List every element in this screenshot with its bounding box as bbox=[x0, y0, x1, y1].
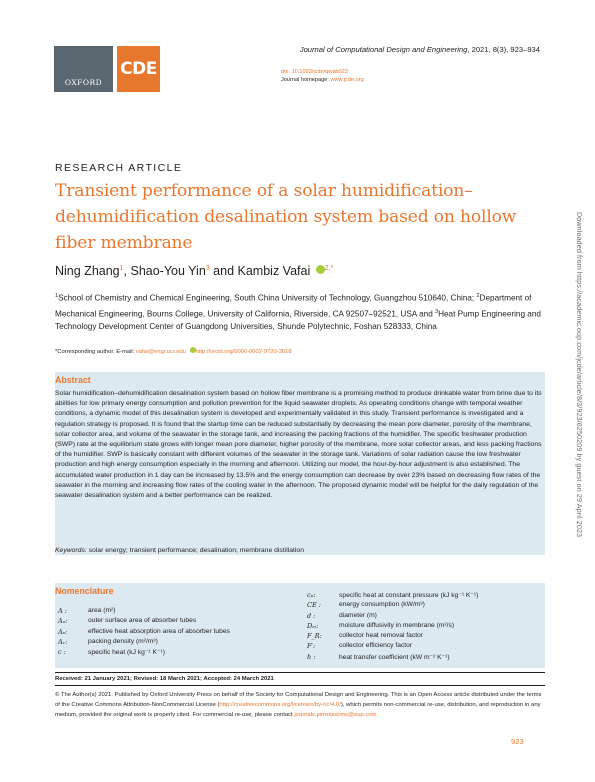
nomenclature-symbol: F′: bbox=[307, 642, 316, 651]
journal-name: Journal of Computational Design and Engineering bbox=[299, 45, 468, 54]
author-name: Shao-You Yin bbox=[130, 264, 206, 278]
nomenclature-symbol: d : bbox=[307, 611, 316, 620]
author-separator: and bbox=[209, 264, 238, 278]
article-dates: Received: 21 January 2021; Revised: 18 March 2021; Accepted: 24 March 2021 bbox=[55, 676, 274, 682]
affiliation-text: School of Chemistry and Chemical Engineering, South China University of Technology, Guangzhou 510640, China; bbox=[58, 293, 477, 303]
journal-volume: , 2021, 8(3), 923–934 bbox=[467, 45, 540, 54]
nomenclature-definition: specific heat (kJ kg⁻¹ K⁻¹) bbox=[88, 649, 165, 657]
affiliations bbox=[55, 290, 545, 334]
copyright-text: © The Author(s) 2021. Published by Oxford University Press on behalf of the Society for Computational Design and Engineering. This is an Open Access article distributed under the terms of the Creative Commons Attribution-NonCommercial License ( bbox=[55, 692, 542, 708]
author-name: Ning Zhang bbox=[55, 264, 120, 278]
nomenclature-definition: diameter (m) bbox=[339, 611, 377, 619]
abstract-heading: Abstract bbox=[55, 375, 91, 385]
homepage-link[interactable]: www.jcde.org bbox=[330, 77, 364, 83]
keywords-label: Keywords: bbox=[55, 547, 87, 554]
cde-logo: CDE bbox=[117, 46, 160, 92]
email-link[interactable]: vafai@engr.ucr.edu bbox=[135, 349, 186, 355]
author-affiliation-link[interactable]: 3 bbox=[205, 264, 210, 272]
permissions-email-link[interactable]: journals.permissions@oup.com bbox=[294, 712, 377, 718]
nomenclature-definition: outer surface area of absorber tubes bbox=[88, 617, 197, 625]
nomenclature-heading: Nomenclature bbox=[55, 586, 114, 596]
nomenclature-definition: packing density (m²/m³) bbox=[88, 637, 158, 645]
page-number: 923 bbox=[511, 737, 524, 746]
corresponding-label: *Corresponding author. E-mail: bbox=[55, 349, 136, 355]
affiliation-number: 1 bbox=[55, 293, 59, 299]
nomenclature-definition: moisture diffusivity in membrane (m²/s) bbox=[339, 621, 455, 629]
nomenclature-symbol: Aₒ: bbox=[58, 617, 68, 626]
download-note: Downloaded from https://academic.oup.com/jcde/article/8/3/923/6250209 by guest on 29 April 2023 bbox=[575, 212, 584, 538]
nomenclature-symbol: cₚ: bbox=[307, 591, 316, 599]
nomenclature-definition: specific heat at constant pressure (kJ kg⁻¹ K⁻¹) bbox=[339, 592, 479, 599]
copyright-notice bbox=[55, 690, 545, 720]
nomenclature-symbol: c : bbox=[58, 648, 66, 657]
journal-citation bbox=[300, 45, 540, 54]
orcid-link[interactable]: http://orcid.org/0000-0002-9720-3618 bbox=[195, 349, 292, 355]
footer-divider bbox=[55, 672, 545, 673]
footer-divider bbox=[55, 685, 545, 686]
affiliation-text: Heat Pump Engineering and Technology Development Center of Guangdong Universities, Shunde Polytechnic, Foshan 528333, China bbox=[55, 309, 541, 332]
doi-link[interactable]: doi: 10.1093/jcde/qwab023 bbox=[281, 69, 348, 75]
nomenclature-definition: area (m²) bbox=[88, 607, 116, 614]
orcid-icon[interactable] bbox=[316, 265, 325, 274]
author-separator: , bbox=[123, 264, 131, 278]
author-list bbox=[55, 264, 333, 278]
affiliation-number: 3 bbox=[435, 308, 439, 315]
author-affiliation-link[interactable]: 2,* bbox=[324, 264, 334, 272]
nomenclature-symbol: CE : bbox=[307, 601, 321, 610]
nomenclature-definition: collector heat removal factor bbox=[339, 632, 424, 640]
affiliation-text: Department of Mechanical Engineering, Bourns College, University of California, Riverside, CA 92507–92521, USA and bbox=[55, 293, 532, 319]
homepage-label: Journal homepage: bbox=[281, 77, 331, 83]
affiliation-number: 2 bbox=[476, 293, 480, 299]
abstract-text: Solar humidification–dehumidification desalination system based on hollow fiber membrane is a promising method to produce drinkable water from brine due to its abilities for low primary energy consumption and pollution prevention for the liquid seawater droplets. As operating conditions change with temporal weather conditions, a dynamic model of this desalination system is developed and experimentally validated in this study. Transient performance is investigated and a regulation strategy is proposed. It is found that the startup time can be reduced substantially by decreasing the mean pore diameter, porosity of the membrane, solar collector area, and volume of the seawater in the storage tank, and increasing the packing fractions of the humidifier. The specific freshwater production (SWP) rate at the equilibrium state grows with longer mean pore diameter, higher porosity of the membrane, more solar collector areas, and less packing fractions of the humidifier. SWP is basically constant with different volumes of the seawater in the storage tank. Variations of solar radiation cause the low freshwater production and high energy consumption especially in the morning and afternoon. Utilizing our model, the hour-by-hour adjustment is also established. The accumulated water production in 1 day can be increased by 13.5% and the energy consumption can decrease by over 23% based on decreasing flow rates of the seawater in the morning and increasing flow rates of the cooling water in the afternoon. The proposed dynamic model will be helpful for the daily regulation of the seawater desalination system and a better performance can be realized. bbox=[55, 390, 542, 500]
nomenclature-symbol: Aᵥ: bbox=[58, 637, 68, 646]
oxford-logo bbox=[54, 46, 113, 92]
nomenclature-symbol: A : bbox=[58, 607, 67, 615]
author-name: Kambiz Vafai bbox=[237, 264, 311, 278]
license-link[interactable]: http://creativecommons.org/licenses/by-nc/4.0/ bbox=[219, 702, 341, 708]
oxford-logo-text: OXFORD bbox=[64, 78, 103, 87]
copyright-text: ), which permits non-commercial re-use, distribution, and reproduction in any medium, provided the original work is properly cited. For commercial re-use, please contact bbox=[55, 702, 541, 718]
nomenclature-definition: effective heat absorption area of absorber tubes bbox=[88, 627, 230, 635]
corresponding-author bbox=[55, 347, 292, 355]
keywords bbox=[55, 547, 304, 554]
article-title: Transient performance of a solar humidification–dehumidification desalination system based on hollow fiber membrane bbox=[55, 181, 517, 253]
nomenclature-definition: energy consumption (kW/m³) bbox=[339, 601, 425, 609]
nomenclature-definition: heat transfer coefficient (kW m⁻² K⁻¹) bbox=[339, 653, 450, 661]
nomenclature-symbol: Dₘ: bbox=[307, 621, 319, 630]
nomenclature-symbol: Aₑ: bbox=[58, 627, 68, 636]
author-affiliation-link[interactable]: 1 bbox=[119, 264, 124, 272]
nomenclature-symbol: h : bbox=[307, 652, 316, 661]
nomenclature-symbol: F_R: bbox=[307, 632, 322, 641]
article-type: RESEARCH ARTICLE bbox=[55, 162, 183, 174]
keywords-list: solar energy; transient performance; desalination; membrane distillation bbox=[86, 547, 304, 554]
nomenclature-definition: collector efficiency factor bbox=[339, 642, 413, 650]
journal-homepage bbox=[281, 77, 364, 83]
